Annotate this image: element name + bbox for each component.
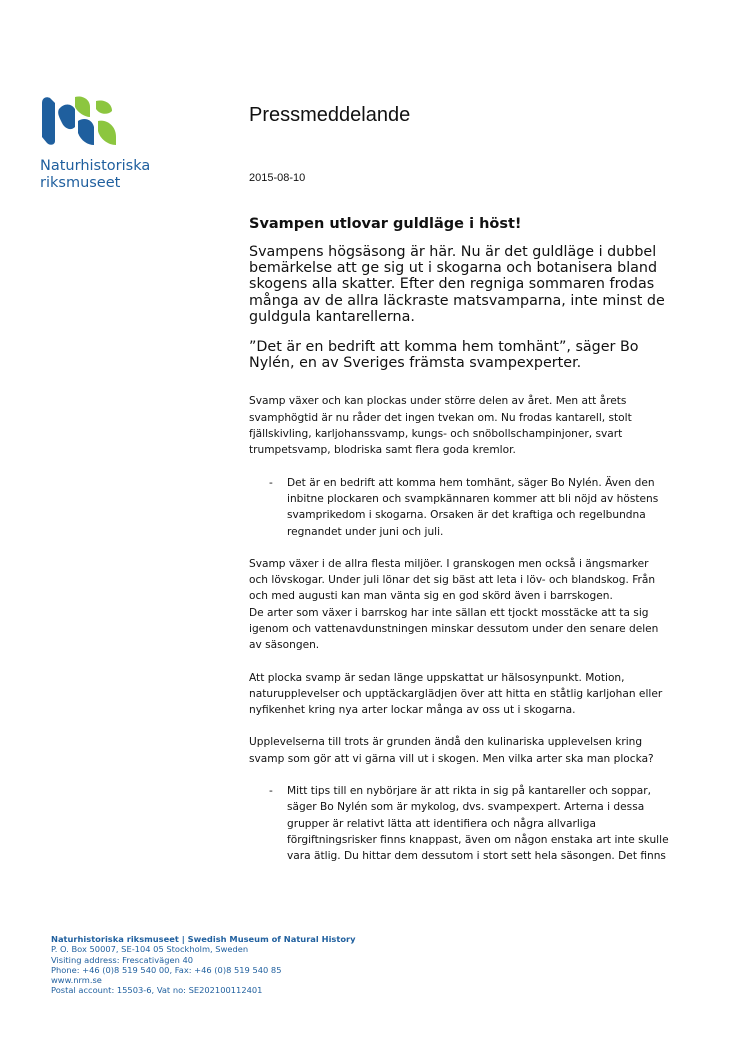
lead-paragraph-2: ”Det är en bedrift att komma hem tomhänt”, säger Bo Nylén, en av Sveriges främsta svampexperter.	[249, 339, 639, 372]
body-paragraph-2b: De arter som växer i barrskog har inte sällan ett tjockt mosstäcke att ta sig igenom och vattenavdunstningen minskar dessutom under den senare delen av säsongen.	[249, 606, 659, 652]
bullet-dash: -	[269, 785, 273, 798]
headline: Svampen utlovar guldläge i höst!	[249, 216, 522, 232]
footer-title: Naturhistoriska riksmuseet | Swedish Museum of Natural History	[51, 934, 356, 944]
body-paragraph-2	[249, 556, 669, 654]
body-paragraph-1: Svamp växer och kan plockas under större delen av året. Men att årets svamphögtid är nu råder det ingen tvekan om. Nu frodas kantarell, stolt fjällskivling, karljohanssvamp, kungs- och snöbollschampinjoner, svart trumpetsvamp, blodriska samt flera goda kremlor.	[249, 395, 632, 457]
document-date: 2015-08-10	[249, 172, 306, 184]
document-type: Pressmeddelande	[249, 104, 411, 126]
body-paragraph-3: Att plocka svamp är sedan länge uppskattat ur hälsosynpunkt. Motion, naturupplevelser och upptäckarglädjen över att hitta en ståtlig karljohan eller nyfikenhet kring nya arter lockar många av oss ut i skogarna.	[249, 671, 663, 717]
org-name-line1: Naturhistoriska	[40, 158, 151, 174]
body-paragraph-4: Upplevelserna till trots är grunden ändå den kulinariska upplevelsen kring svamp som gör att vi gärna vill ut i skogen. Men vilka arter ska man plocka?	[249, 736, 654, 765]
nrm-logo-icon	[40, 95, 118, 147]
quote-text-1: Det är en bedrift att komma hem tomhänt, säger Bo Nylén. Även den inbitne plockaren och svampkännaren kommer att bli nöjd av höstens svamprikedom i skogarna. Orsaken är det kraftiga och regelbundna regnandet under juni och juli.	[287, 476, 659, 538]
footer-web-link[interactable]: www.nrm.se	[51, 975, 102, 986]
footer-address: P. O. Box 50007, SE-104 05 Stockholm, Sweden	[51, 944, 249, 955]
article-body	[249, 216, 669, 881]
body-paragraph-2a: Svamp växer i de allra flesta miljöer. I granskogen men också i ängsmarker och lövskogar. Under juli lönar det sig bäst att leta i löv- och blandskog. Från och med augusti kan man vänta sig en god skörd även i barrskogen.	[249, 557, 656, 603]
footer-postal: Postal account: 15503-6, Vat no: SE202100112401	[51, 985, 263, 996]
quote-text-2: Mitt tips till en nybörjare är att rikta in sig på kantareller och soppar, säger Bo Nylén som är mykolog, dvs. svampexpert. Arterna i dessa grupper är relativt lätta att identifiera och några allvarliga förgiftningsrisker finns knappast, även om någon enstaka art inte skulle vara ätlig. Du hittar dem dessutom i stort sett hela säsongen. Det finns	[287, 785, 669, 863]
lead-paragraph-1: Svampens högsäsong är här. Nu är det guldläge i dubbel bemärkelse att ge sig ut i skogarna och botanisera bland skogens alla skatter. Efter den regniga sommaren frodas många av de allra läckraste matsvamparna, inte minst de guldgula kantarellerna.	[249, 244, 665, 325]
org-name	[40, 158, 150, 192]
footer-visiting-address: Visiting address: Frescativägen 40	[51, 954, 194, 965]
quote-block-1	[249, 475, 669, 540]
org-name-line2: riksmuseet	[40, 175, 121, 191]
quote-block-2	[249, 783, 669, 864]
bullet-dash: -	[269, 476, 273, 489]
footer-phone: Phone: +46 (0)8 519 540 00, Fax: +46 (0)8 519 540 85	[51, 964, 282, 975]
footer	[51, 934, 356, 996]
